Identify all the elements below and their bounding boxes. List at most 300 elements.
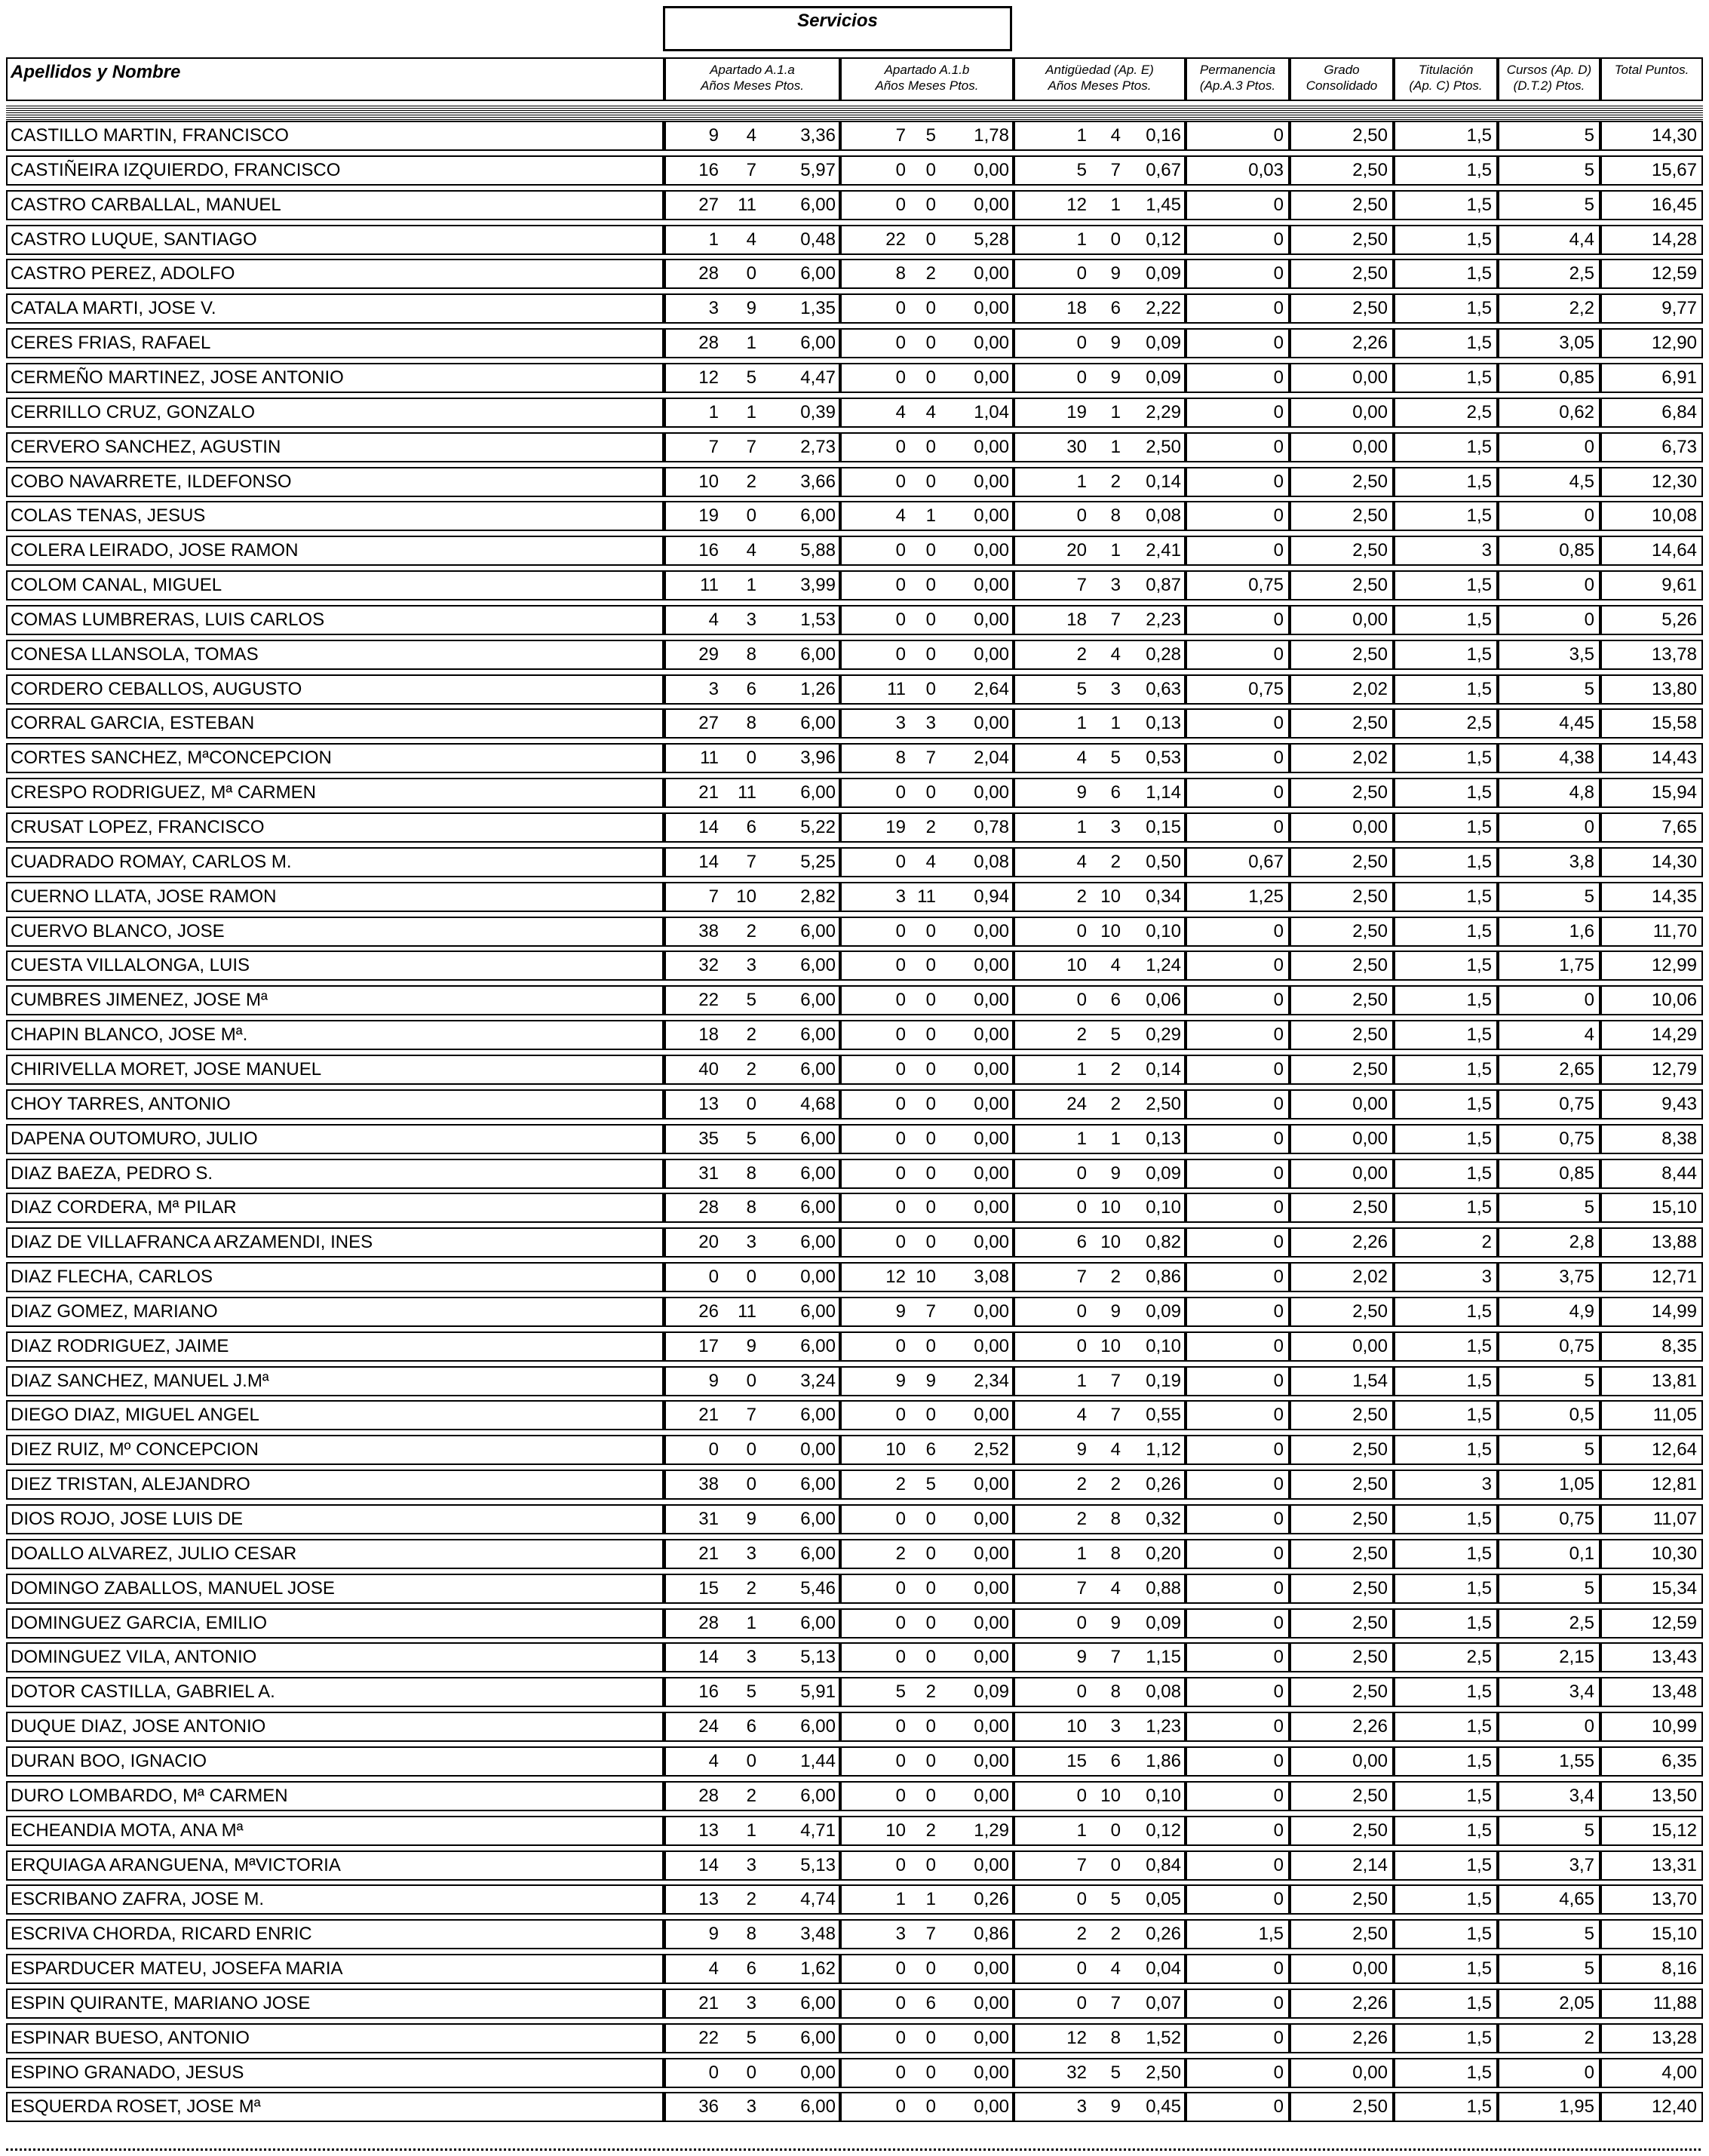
apartado-a1b-months: 7 [925, 1301, 936, 1322]
employee-name: DIAZ GOMEZ, MARIANO [6, 1297, 664, 1327]
antiguedad-points: 0,82 [1146, 1232, 1181, 1253]
apartado-a1b-cell [840, 2058, 1014, 2088]
apartado-a1a-cell [664, 605, 840, 635]
titulacion-cell: 1,5 [1394, 1089, 1498, 1119]
apartado-a1a-cell [664, 951, 840, 981]
apartado-a1b-cell [840, 1816, 1014, 1846]
antiguedad-points: 0,63 [1146, 678, 1181, 699]
apartado-a1b-points: 2,04 [974, 748, 1009, 769]
employee-name: DIAZ BAEZA, PEDRO S. [6, 1159, 664, 1189]
permanencia-cell: 0 [1186, 121, 1290, 151]
apartado-a1a-years: 7 [708, 886, 719, 907]
antiguedad-years: 0 [1076, 1612, 1087, 1633]
antiguedad-months: 10 [1100, 920, 1121, 941]
apartado-a1a-points: 5,25 [800, 851, 836, 872]
apartado-a1b-cell [840, 812, 1014, 843]
antiguedad-months: 6 [1110, 1750, 1121, 1771]
apartado-a1a-years: 21 [698, 782, 719, 803]
apartado-a1a-months: 3 [746, 1854, 756, 1875]
apartado-a1b-cell [840, 1227, 1014, 1258]
apartado-a1a-cell [664, 1227, 840, 1258]
antiguedad-cell [1014, 259, 1186, 289]
employee-name: DIAZ SANCHEZ, MANUEL J.Mª [6, 1366, 664, 1396]
grado-consolidado-cell: 2,50 [1290, 640, 1394, 670]
antiguedad-cell [1014, 812, 1186, 843]
antiguedad-months: 6 [1110, 990, 1121, 1011]
table-row [0, 1018, 1709, 1052]
antiguedad-months: 9 [1110, 2096, 1121, 2118]
cursos-cell: 5 [1498, 1193, 1600, 1223]
cursos-cell: 3,8 [1498, 847, 1600, 877]
apartado-a1b-years: 5 [895, 1681, 906, 1703]
apartado-a1b-years: 0 [895, 1093, 906, 1114]
apartado-a1a-months: 6 [746, 817, 756, 837]
table-row [0, 1952, 1709, 1986]
permanencia-cell: 0 [1186, 225, 1290, 255]
antiguedad-cell [1014, 1712, 1186, 1742]
apartado-a1b-months: 0 [925, 159, 936, 180]
apartado-a1a-points: 6,00 [800, 1197, 836, 1218]
employee-name: CRESPO RODRIGUEZ, Mª CARMEN [6, 778, 664, 808]
antiguedad-months: 8 [1110, 505, 1121, 527]
antiguedad-months: 3 [1110, 1716, 1121, 1737]
permanencia-cell: 0 [1186, 1712, 1290, 1742]
header-apartado-a1a: Apartado A.1.a Años Meses Ptos. [664, 57, 840, 101]
apartado-a1b-years: 3 [895, 1924, 906, 1945]
apartado-a1a-points: 6,00 [800, 505, 836, 527]
cursos-cell: 0 [1498, 605, 1600, 635]
total-puntos-cell: 15,67 [1600, 155, 1703, 186]
antiguedad-cell [1014, 674, 1186, 705]
permanencia-cell: 0 [1186, 1159, 1290, 1189]
antiguedad-months: 10 [1100, 1197, 1121, 1218]
apartado-a1b-years: 0 [895, 1647, 906, 1668]
grado-consolidado-cell: 2,50 [1290, 2092, 1394, 2122]
antiguedad-years: 2 [1076, 643, 1087, 665]
apartado-a1b-cell [840, 1642, 1014, 1672]
apartado-a1a-points: 6,00 [800, 782, 836, 803]
antiguedad-years: 0 [1076, 1785, 1087, 1806]
antiguedad-points: 0,67 [1146, 159, 1181, 180]
apartado-a1a-points: 5,88 [800, 540, 836, 561]
apartado-a1a-points: 6,00 [800, 1992, 836, 2013]
antiguedad-months: 7 [1110, 159, 1121, 180]
antiguedad-points: 0,08 [1146, 505, 1181, 527]
apartado-a1b-years: 0 [895, 1992, 906, 2013]
total-puntos-cell: 12,64 [1600, 1435, 1703, 1465]
grado-consolidado-cell: 0,00 [1290, 1124, 1394, 1154]
apartado-a1a-cell [664, 2058, 840, 2088]
antiguedad-points: 0,12 [1146, 1820, 1181, 1841]
antiguedad-years: 9 [1076, 782, 1087, 803]
apartado-a1a-cell [664, 708, 840, 739]
apartado-a1a-cell [664, 2092, 840, 2122]
apartado-a1b-months: 0 [925, 1232, 936, 1253]
apartado-a1a-cell [664, 1366, 840, 1396]
apartado-a1b-cell [840, 1746, 1014, 1777]
cursos-cell: 0,75 [1498, 1331, 1600, 1362]
antiguedad-months: 4 [1110, 1577, 1121, 1599]
apartado-a1b-points: 0,00 [974, 1197, 1009, 1218]
total-puntos-cell: 13,70 [1600, 1884, 1703, 1915]
apartado-a1a-points: 6,00 [800, 1232, 836, 1253]
apartado-a1a-months: 9 [746, 1509, 756, 1529]
apartado-a1b-months: 1 [925, 505, 936, 527]
antiguedad-months: 7 [1110, 1992, 1121, 2013]
apartado-a1a-months: 3 [746, 1992, 756, 2013]
employee-name: DOMINGO ZABALLOS, MANUEL JOSE [6, 1574, 664, 1604]
permanencia-cell: 0 [1186, 778, 1290, 808]
antiguedad-cell [1014, 293, 1186, 324]
apartado-a1b-points: 0,00 [974, 955, 1009, 976]
antiguedad-years: 3 [1076, 2096, 1087, 2118]
apartado-a1b-cell [840, 778, 1014, 808]
apartado-a1a-points: 3,66 [800, 471, 836, 492]
apartado-a1a-cell [664, 1677, 840, 1707]
employee-name: ESPINAR BUESO, ANTONIO [6, 2023, 664, 2053]
apartado-a1a-cell [664, 121, 840, 151]
apartado-a1b-points: 0,00 [974, 1474, 1009, 1495]
total-puntos-cell: 12,90 [1600, 328, 1703, 358]
apartado-a1a-cell [664, 398, 840, 428]
total-puntos-cell: 8,16 [1600, 1954, 1703, 1984]
antiguedad-months: 2 [1110, 1058, 1121, 1080]
cursos-cell: 0,75 [1498, 1089, 1600, 1119]
table-row [0, 914, 1709, 949]
titulacion-cell: 1,5 [1394, 1297, 1498, 1327]
antiguedad-years: 0 [1076, 1162, 1087, 1184]
employee-name: DAPENA OUTOMURO, JULIO [6, 1124, 664, 1154]
titulacion-cell: 2,5 [1394, 398, 1498, 428]
employee-name: ESCRIBANO ZAFRA, JOSE M. [6, 1884, 664, 1915]
antiguedad-points: 0,15 [1146, 817, 1181, 837]
employee-name: DURO LOMBARDO, Mª CARMEN [6, 1781, 664, 1811]
antiguedad-years: 0 [1076, 920, 1087, 941]
antiguedad-months: 0 [1110, 229, 1121, 250]
apartado-a1a-points: 0,00 [800, 1439, 836, 1460]
total-puntos-cell: 11,88 [1600, 1989, 1703, 2019]
antiguedad-years: 1 [1076, 817, 1087, 837]
antiguedad-cell [1014, 1884, 1186, 1915]
cursos-cell: 4,45 [1498, 708, 1600, 739]
antiguedad-months: 7 [1110, 609, 1121, 630]
antiguedad-months: 9 [1110, 367, 1121, 388]
employee-name: DURAN BOO, IGNACIO [6, 1746, 664, 1777]
apartado-a1b-cell [840, 1262, 1014, 1292]
header-titulacion: Titulación (Ap. C) Ptos. [1394, 57, 1498, 101]
apartado-a1b-years: 10 [885, 1820, 906, 1841]
titulacion-cell: 1,5 [1394, 1366, 1498, 1396]
permanencia-cell: 0 [1186, 1297, 1290, 1327]
titulacion-cell: 1,5 [1394, 328, 1498, 358]
permanencia-cell: 0 [1186, 1608, 1290, 1638]
grado-consolidado-cell: 2,50 [1290, 501, 1394, 531]
apartado-a1b-years: 0 [895, 1612, 906, 1633]
antiguedad-cell [1014, 432, 1186, 462]
antiguedad-cell [1014, 1677, 1186, 1707]
apartado-a1a-years: 13 [698, 1820, 719, 1841]
apartado-a1b-points: 0,00 [974, 1128, 1009, 1149]
antiguedad-points: 2,41 [1146, 540, 1181, 561]
apartado-a1a-points: 1,53 [800, 609, 836, 630]
apartado-a1a-points: 6,00 [800, 990, 836, 1011]
apartado-a1a-points: 6,00 [800, 263, 836, 284]
cursos-cell: 5 [1498, 1574, 1600, 1604]
antiguedad-cell [1014, 536, 1186, 566]
permanencia-cell: 0 [1186, 1331, 1290, 1362]
apartado-a1b-months: 11 [917, 886, 936, 907]
titulacion-cell: 1,5 [1394, 1608, 1498, 1638]
apartado-a1b-points: 0,00 [974, 609, 1009, 630]
grado-consolidado-cell: 2,50 [1290, 1193, 1394, 1223]
apartado-a1a-months: 1 [746, 1612, 756, 1633]
apartado-a1a-months: 4 [746, 229, 756, 250]
total-puntos-cell: 11,05 [1600, 1400, 1703, 1430]
apartado-a1b-points: 5,28 [974, 229, 1009, 250]
apartado-a1b-years: 4 [895, 505, 906, 527]
total-puntos-cell: 13,81 [1600, 1366, 1703, 1396]
permanencia-cell: 0 [1186, 293, 1290, 324]
antiguedad-points: 0,13 [1146, 1128, 1181, 1149]
apartado-a1b-years: 0 [895, 471, 906, 492]
antiguedad-points: 1,24 [1146, 955, 1181, 976]
apartado-a1a-years: 28 [698, 1612, 719, 1633]
permanencia-cell: 0 [1186, 1055, 1290, 1085]
apartado-a1b-points: 2,34 [974, 1370, 1009, 1391]
apartado-a1b-months: 0 [925, 436, 936, 457]
apartado-a1a-points: 6,00 [800, 1474, 836, 1495]
grado-consolidado-cell: 2,50 [1290, 1781, 1394, 1811]
employee-name: ERQUIAGA ARANGUENA, MªVICTORIA [6, 1850, 664, 1881]
apartado-a1a-cell [664, 1850, 840, 1881]
antiguedad-cell [1014, 640, 1186, 670]
permanencia-cell: 0,75 [1186, 674, 1290, 705]
apartado-a1b-cell [840, 1055, 1014, 1085]
antiguedad-points: 0,26 [1146, 1474, 1181, 1495]
apartado-a1a-cell [664, 570, 840, 600]
antiguedad-points: 0,09 [1146, 1162, 1181, 1184]
antiguedad-cell [1014, 1262, 1186, 1292]
antiguedad-points: 2,22 [1146, 298, 1181, 319]
table-row [0, 223, 1709, 257]
table-row [0, 1571, 1709, 1606]
antiguedad-years: 7 [1076, 575, 1087, 596]
apartado-a1a-months: 2 [746, 1889, 756, 1910]
antiguedad-years: 19 [1066, 401, 1087, 422]
apartado-a1b-years: 2 [895, 1474, 906, 1495]
titulacion-cell: 1,5 [1394, 985, 1498, 1015]
table-row [0, 326, 1709, 361]
apartado-a1b-cell [840, 363, 1014, 393]
apartado-a1a-points: 4,71 [800, 1820, 836, 1841]
antiguedad-years: 9 [1076, 1439, 1087, 1460]
antiguedad-years: 32 [1066, 2062, 1087, 2083]
antiguedad-cell [1014, 882, 1186, 912]
apartado-a1b-cell [840, 1954, 1014, 1984]
apartado-a1b-months: 0 [925, 1093, 936, 1114]
employee-name: COBO NAVARRETE, ILDEFONSO [6, 467, 664, 497]
apartado-a1b-cell [840, 570, 1014, 600]
employee-name: DIAZ FLECHA, CARLOS [6, 1262, 664, 1292]
permanencia-cell: 0 [1186, 1677, 1290, 1707]
total-puntos-cell: 5,26 [1600, 605, 1703, 635]
apartado-a1a-cell [664, 1089, 840, 1119]
grado-consolidado-cell: 2,50 [1290, 467, 1394, 497]
apartado-a1b-years: 8 [895, 748, 906, 769]
apartado-a1a-cell [664, 882, 840, 912]
apartado-a1b-years: 0 [895, 1577, 906, 1599]
titulacion-cell: 1,5 [1394, 778, 1498, 808]
apartado-a1b-years: 4 [895, 401, 906, 422]
apartado-a1a-cell [664, 1574, 840, 1604]
employee-name: CHOY TARRES, ANTONIO [6, 1089, 664, 1119]
cursos-cell: 1,6 [1498, 917, 1600, 947]
apartado-a1b-points: 0,00 [974, 194, 1009, 215]
apartado-a1b-cell [840, 1781, 1014, 1811]
apartado-a1b-years: 22 [885, 229, 906, 250]
apartado-a1a-points: 5,46 [800, 1577, 836, 1599]
grado-consolidado-cell: 0,00 [1290, 1954, 1394, 1984]
apartado-a1a-years: 11 [700, 748, 719, 769]
titulacion-cell: 1,5 [1394, 812, 1498, 843]
antiguedad-points: 2,29 [1146, 401, 1181, 422]
employee-name: CUMBRES JIMENEZ, JOSE Mª [6, 985, 664, 1015]
titulacion-cell: 1,5 [1394, 951, 1498, 981]
permanencia-cell: 0 [1186, 1642, 1290, 1672]
apartado-a1b-points: 0,00 [974, 782, 1009, 803]
apartado-a1a-points: 5,91 [800, 1681, 836, 1703]
titulacion-cell: 1,5 [1394, 1677, 1498, 1707]
grado-consolidado-cell: 2,50 [1290, 570, 1394, 600]
apartado-a1a-points: 6,00 [800, 1024, 836, 1046]
apartado-a1a-months: 3 [746, 1647, 756, 1668]
titulacion-cell: 1,5 [1394, 1574, 1498, 1604]
apartado-a1a-months: 8 [746, 1162, 756, 1184]
employee-name: CASTIÑEIRA IZQUIERDO, FRANCISCO [6, 155, 664, 186]
apartado-a1b-years: 0 [895, 2062, 906, 2083]
total-puntos-cell: 11,07 [1600, 1504, 1703, 1534]
apartado-a1b-points: 0,00 [974, 2062, 1009, 2083]
apartado-a1b-years: 0 [895, 2027, 906, 2048]
employee-name: ESPIN QUIRANTE, MARIANO JOSE [6, 1989, 664, 2019]
apartado-a1b-months: 0 [925, 2096, 936, 2118]
apartado-a1a-months: 11 [738, 194, 756, 215]
apartado-a1b-cell [840, 1470, 1014, 1500]
antiguedad-cell [1014, 155, 1186, 186]
cursos-cell: 0 [1498, 1712, 1600, 1742]
apartado-a1a-months: 2 [746, 1785, 756, 1806]
total-puntos-cell: 12,40 [1600, 2092, 1703, 2122]
antiguedad-cell [1014, 985, 1186, 1015]
cursos-cell: 2,05 [1498, 1989, 1600, 2019]
grado-consolidado-cell: 2,50 [1290, 225, 1394, 255]
titulacion-cell: 1,5 [1394, 1884, 1498, 1915]
apartado-a1b-months: 7 [925, 1924, 936, 1945]
apartado-a1a-cell [664, 1193, 840, 1223]
employee-name: DOMINGUEZ VILA, ANTONIO [6, 1642, 664, 1672]
total-puntos-cell: 15,58 [1600, 708, 1703, 739]
apartado-a1b-months: 0 [925, 575, 936, 596]
employee-name: CERVERO SANCHEZ, AGUSTIN [6, 432, 664, 462]
apartado-a1b-months: 0 [925, 643, 936, 665]
antiguedad-months: 8 [1110, 2027, 1121, 2048]
header-name-column: Apellidos y Nombre [6, 57, 664, 101]
titulacion-cell: 1,5 [1394, 501, 1498, 531]
antiguedad-cell [1014, 467, 1186, 497]
apartado-a1b-years: 2 [895, 1543, 906, 1564]
employee-name: DIEZ TRISTAN, ALEJANDRO [6, 1470, 664, 1500]
apartado-a1a-years: 13 [698, 1889, 719, 1910]
apartado-a1a-years: 15 [698, 1577, 719, 1599]
apartado-a1a-months: 3 [746, 2096, 756, 2118]
employee-name: CUERNO LLATA, JOSE RAMON [6, 882, 664, 912]
titulacion-cell: 1,5 [1394, 121, 1498, 151]
total-puntos-cell: 9,77 [1600, 293, 1703, 324]
antiguedad-months: 9 [1110, 1612, 1121, 1633]
permanencia-cell: 0 [1186, 536, 1290, 566]
antiguedad-points: 0,05 [1146, 1889, 1181, 1910]
apartado-a1a-points: 5,22 [800, 817, 836, 837]
apartado-a1a-cell [664, 1816, 840, 1846]
total-puntos-cell: 12,79 [1600, 1055, 1703, 1085]
total-puntos-cell: 14,99 [1600, 1297, 1703, 1327]
apartado-a1b-years: 0 [895, 1232, 906, 1253]
apartado-a1a-months: 9 [746, 298, 756, 319]
antiguedad-months: 4 [1110, 1958, 1121, 1979]
antiguedad-points: 0,55 [1146, 1405, 1181, 1426]
apartado-a1a-points: 6,00 [800, 713, 836, 734]
antiguedad-months: 8 [1110, 1509, 1121, 1529]
apartado-a1b-cell [840, 605, 1014, 635]
antiguedad-cell [1014, 1989, 1186, 2019]
apartado-a1b-points: 0,78 [974, 817, 1009, 837]
total-puntos-cell: 8,44 [1600, 1159, 1703, 1189]
apartado-a1a-points: 6,00 [800, 1612, 836, 1633]
table-row [0, 1052, 1709, 1087]
apartado-a1a-years: 11 [700, 575, 719, 596]
apartado-a1b-cell [840, 225, 1014, 255]
employee-name: COMAS LUMBRERAS, LUIS CARLOS [6, 605, 664, 635]
apartado-a1a-years: 0 [708, 1267, 719, 1288]
grado-consolidado-cell: 2,26 [1290, 1712, 1394, 1742]
apartado-a1b-years: 0 [895, 609, 906, 630]
apartado-a1a-cell [664, 778, 840, 808]
grado-consolidado-cell: 0,00 [1290, 812, 1394, 843]
apartado-a1b-points: 0,00 [974, 436, 1009, 457]
total-puntos-cell: 14,30 [1600, 847, 1703, 877]
total-puntos-cell: 15,94 [1600, 778, 1703, 808]
titulacion-cell: 1,5 [1394, 1919, 1498, 1949]
titulacion-cell: 1,5 [1394, 225, 1498, 255]
apartado-a1b-points: 0,26 [974, 1889, 1009, 1910]
antiguedad-points: 0,16 [1146, 125, 1181, 146]
total-puntos-cell: 10,06 [1600, 985, 1703, 1015]
grado-consolidado-cell: 0,00 [1290, 363, 1394, 393]
titulacion-cell: 3 [1394, 1262, 1498, 1292]
apartado-a1a-months: 1 [746, 1820, 756, 1841]
table-row [0, 1225, 1709, 1260]
cursos-cell: 0,1 [1498, 1539, 1600, 1569]
cursos-cell: 2,2 [1498, 293, 1600, 324]
apartado-a1b-cell [840, 1989, 1014, 2019]
apartado-a1b-years: 1 [895, 1889, 906, 1910]
antiguedad-years: 1 [1076, 1128, 1087, 1149]
cursos-cell: 0 [1498, 570, 1600, 600]
cursos-cell: 4,5 [1498, 467, 1600, 497]
apartado-a1b-years: 10 [885, 1439, 906, 1460]
antiguedad-years: 5 [1076, 678, 1087, 699]
employee-name: DIAZ DE VILLAFRANCA ARZAMENDI, INES [6, 1227, 664, 1258]
